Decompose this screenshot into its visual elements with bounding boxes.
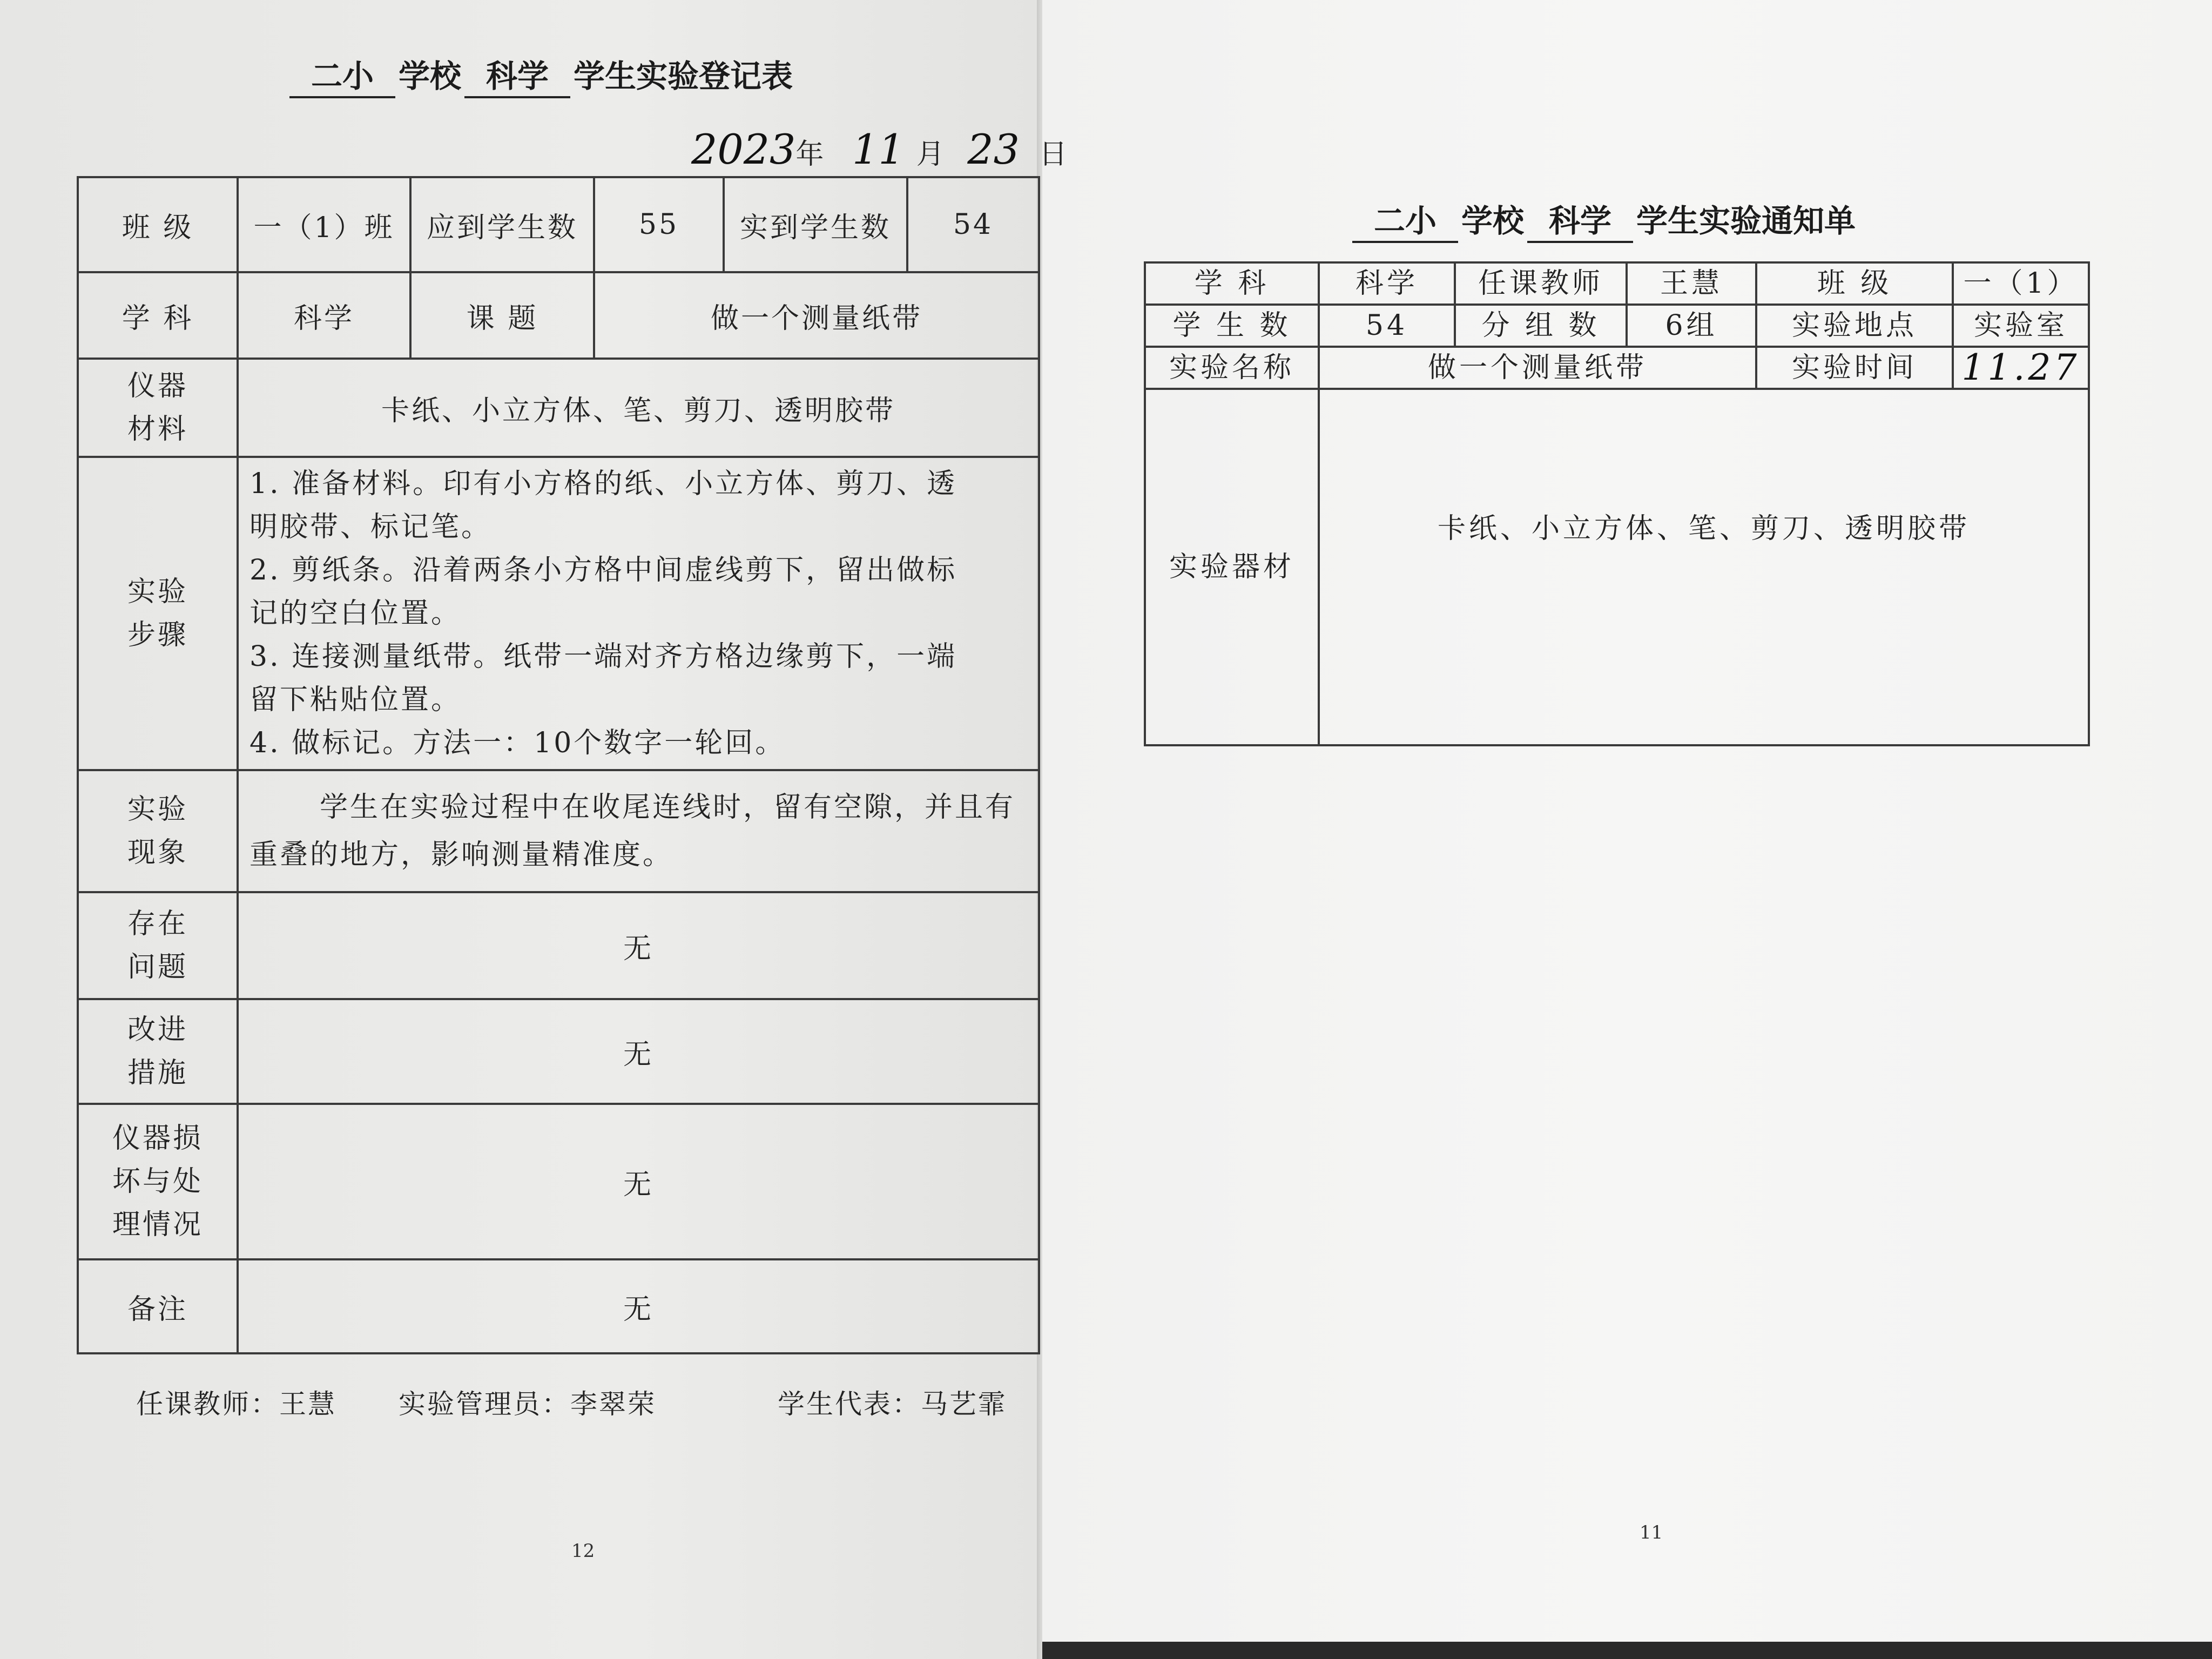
teacher-label: 任课教师 <box>1455 262 1627 305</box>
improvement-label-line: 改进 <box>127 1014 188 1046</box>
experiment-name-value: 做一个测量纸带 <box>1319 347 1756 389</box>
damage-label-line: 坏与处 <box>112 1165 203 1198</box>
date-day-label: 日 <box>1038 138 1067 171</box>
class-label: 班 级 <box>78 177 238 272</box>
experiment-time-label: 实验时间 <box>1756 347 1953 389</box>
remarks-value: 无 <box>238 1259 1039 1353</box>
steps-label-line: 步骤 <box>127 619 188 651</box>
steps-value <box>238 457 1039 770</box>
manager-signature: 实验管理员：李翠荣 <box>399 1388 656 1420</box>
title-doc-name: 学生实验登记表 <box>574 58 793 95</box>
damage-label <box>78 1104 238 1259</box>
student-rep-signature: 学生代表：马艺霏 <box>778 1388 1007 1420</box>
registration-table <box>77 176 1040 1354</box>
title-subject: 科学 <box>1527 195 1633 243</box>
teacher-value: 王慧 <box>1627 262 1756 305</box>
notice-table <box>1144 261 2090 746</box>
table-row <box>78 272 1039 359</box>
table-row <box>1145 262 2089 305</box>
location-label: 实验地点 <box>1756 305 1953 347</box>
step-line: 4. 做标记。方法一：10个数字一轮回。 <box>249 727 786 759</box>
damage-label-line: 理情况 <box>112 1209 203 1241</box>
topic-label: 课 题 <box>410 272 594 359</box>
problems-label-line: 问题 <box>127 951 188 983</box>
remarks-label: 备注 <box>78 1259 238 1353</box>
date-day: 23 <box>967 125 1020 173</box>
improvement-label <box>78 999 238 1104</box>
date-year-label: 年 <box>795 138 824 171</box>
expected-students-label: 应到学生数 <box>410 177 594 272</box>
damage-label-line: 仪器损 <box>112 1122 203 1155</box>
location-value: 实验室 <box>1953 305 2089 347</box>
problems-label <box>78 892 238 999</box>
students-label: 学 生 数 <box>1145 305 1319 347</box>
experiment-time-value: 11.27 <box>1953 347 2089 389</box>
table-row <box>1145 389 2089 745</box>
class-label: 班 级 <box>1756 262 1953 305</box>
class-value: 一（1）班 <box>238 177 410 272</box>
subject-label: 学 科 <box>78 272 238 359</box>
equipment-value: 卡纸、小立方体、笔、剪刀、透明胶带 <box>1319 389 2089 745</box>
title-doc-name: 学生实验通知单 <box>1636 203 1856 239</box>
materials-label-line: 材料 <box>127 413 188 446</box>
notice-title <box>1352 195 1859 243</box>
step-line: 2. 剪纸条。沿着两条小方格中间虚线剪下，留出做标 <box>249 554 957 586</box>
title-school-suffix: 学校 <box>399 58 462 95</box>
table-row <box>1145 305 2089 347</box>
date-month-label: 月 <box>916 138 945 171</box>
groups-value: 6组 <box>1627 305 1756 347</box>
table-row <box>78 1104 1039 1259</box>
phenomenon-label <box>78 770 238 892</box>
step-line: 3. 连接测量纸带。纸带一端对齐方格边缘剪下，一端 <box>249 640 957 673</box>
students-value: 54 <box>1319 305 1455 347</box>
equipment-label: 实验器材 <box>1145 389 1319 745</box>
improvement-label-line: 措施 <box>127 1057 188 1089</box>
expected-students-value: 55 <box>594 177 724 272</box>
steps-label <box>78 457 238 770</box>
steps-label-line: 实验 <box>127 576 188 608</box>
actual-students-value: 54 <box>907 177 1039 272</box>
materials-label-line: 仪器 <box>127 370 188 402</box>
table-row <box>1145 347 2089 389</box>
page-number-right: 11 <box>1640 1522 1663 1543</box>
subject-label: 学 科 <box>1145 262 1319 305</box>
table-row <box>78 770 1039 892</box>
step-line: 明胶带、标记笔。 <box>249 511 492 543</box>
registration-title <box>289 51 796 98</box>
phenomenon-value <box>238 770 1039 892</box>
date-month: 11 <box>852 125 905 173</box>
title-school: 二小 <box>289 51 395 98</box>
subject-value: 科学 <box>1319 262 1455 305</box>
table-row <box>78 457 1039 770</box>
registration-date <box>691 125 1067 173</box>
problems-value: 无 <box>238 892 1039 999</box>
title-school-suffix: 学校 <box>1461 203 1525 239</box>
step-line: 留下粘贴位置。 <box>249 684 462 716</box>
improvement-value: 无 <box>238 999 1039 1104</box>
table-row <box>78 999 1039 1104</box>
table-row <box>78 1259 1039 1353</box>
page-number-left: 12 <box>571 1540 595 1562</box>
topic-value: 做一个测量纸带 <box>594 272 1039 359</box>
title-subject: 科学 <box>464 51 570 98</box>
class-value: 一（1） <box>1953 262 2089 305</box>
phenomenon-label-line: 现象 <box>127 837 188 869</box>
subject-value: 科学 <box>238 272 410 359</box>
step-line: 记的空白位置。 <box>249 597 462 630</box>
phenomenon-text: 学生在实验过程中在收尾连线时，留有空隙，并且有重叠的地方，影响测量精准度。 <box>249 791 1016 871</box>
damage-value: 无 <box>238 1104 1039 1259</box>
right-page <box>1042 0 2212 1659</box>
materials-value: 卡纸、小立方体、笔、剪刀、透明胶带 <box>238 359 1039 457</box>
date-year: 2023 <box>691 125 796 173</box>
table-row <box>78 177 1039 272</box>
experiment-name-label: 实验名称 <box>1145 347 1319 389</box>
problems-label-line: 存在 <box>127 908 188 940</box>
bottom-edge <box>1042 1642 2212 1659</box>
phenomenon-label-line: 实验 <box>127 793 188 826</box>
teacher-signature: 任课教师：王慧 <box>136 1388 336 1420</box>
groups-label: 分 组 数 <box>1455 305 1627 347</box>
actual-students-label: 实到学生数 <box>724 177 907 272</box>
materials-label <box>78 359 238 457</box>
table-row <box>78 359 1039 457</box>
title-school: 二小 <box>1352 195 1458 243</box>
table-row <box>78 892 1039 999</box>
step-line: 1. 准备材料。印有小方格的纸、小立方体、剪刀、透 <box>249 468 957 500</box>
